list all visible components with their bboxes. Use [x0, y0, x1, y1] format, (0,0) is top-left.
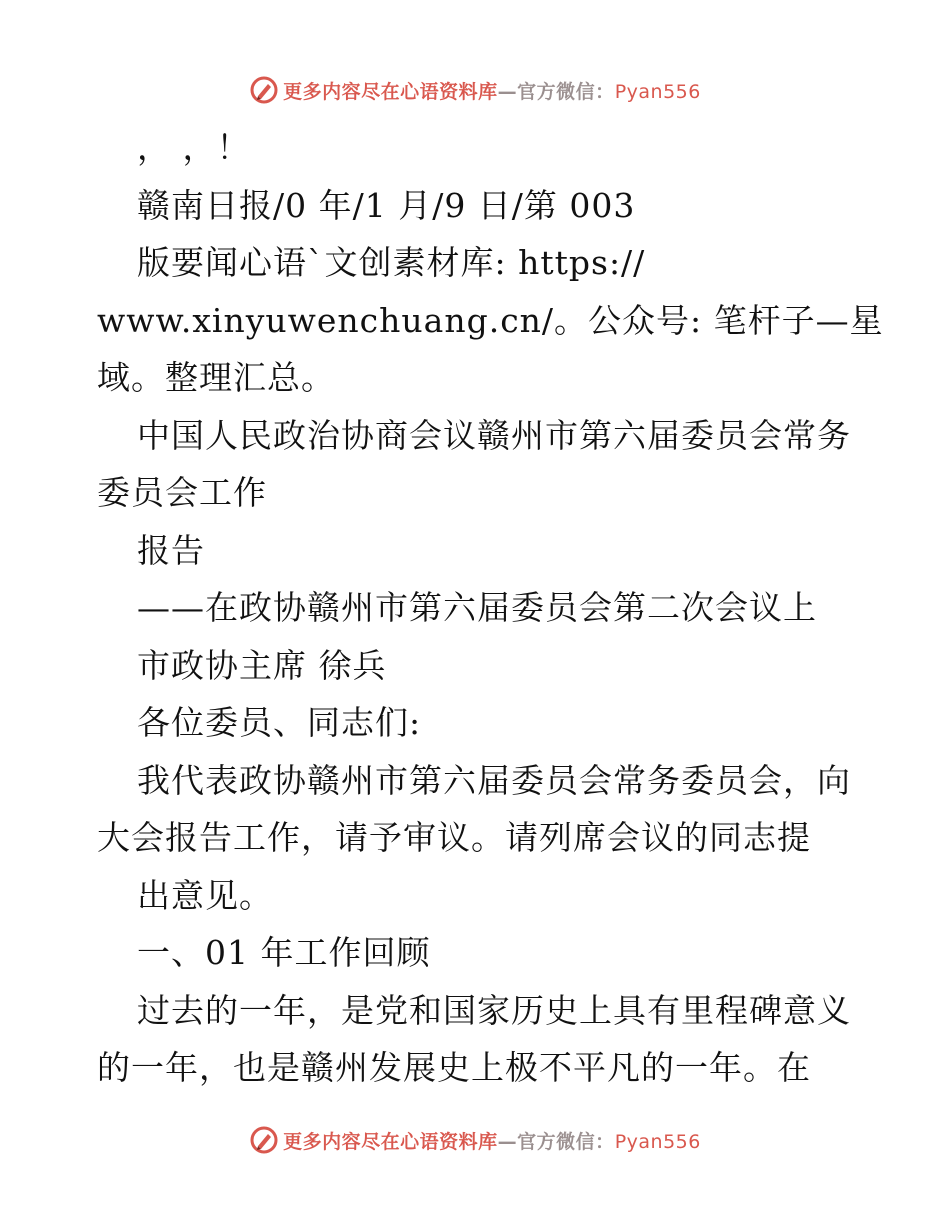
document-body	[97, 119, 884, 1097]
doc-line: 出意见。	[137, 875, 273, 915]
banner-wechat-id: Pyan556	[614, 80, 701, 103]
banner-text	[283, 77, 701, 104]
doc-title: 报告	[137, 530, 205, 570]
pen-circle-logo-icon	[249, 75, 279, 105]
doc-line: 域。整理汇总。	[97, 358, 335, 397]
banner-main-text: 更多内容尽在心语资料库	[283, 1130, 498, 1153]
doc-section-heading: 一、01 年工作回顾	[137, 933, 431, 972]
banner-official-text: —官方微信：	[497, 80, 615, 103]
doc-line: 版要闻心语`文创素材库: https://	[137, 243, 646, 282]
doc-line: 的一年，也是赣州发展史上极不平凡的一年。在	[97, 1048, 811, 1087]
pen-circle-logo-icon	[249, 1125, 279, 1155]
doc-line: 过去的一年，是党和国家历史上具有里程碑意义	[137, 990, 851, 1030]
doc-author: 市政协主席 徐兵	[137, 645, 387, 685]
doc-line: 中国人民政治协商会议赣州市第六届委员会常务	[137, 415, 851, 455]
banner-main-text: 更多内容尽在心语资料库	[283, 80, 498, 103]
doc-line: 大会报告工作，请予审议。请列席会议的同志提	[97, 818, 811, 857]
footer-banner	[0, 1120, 950, 1160]
doc-line: ， ，！	[137, 128, 251, 167]
banner-official-text: —官方微信：	[497, 1130, 615, 1153]
doc-salutation: 各位委员、同志们:	[137, 703, 422, 742]
doc-line: www.xinyuwenchuang.cn/。公众号: 笔杆子—星	[97, 300, 884, 340]
doc-line: 我代表政协赣州市第六届委员会常务委员会，向	[137, 760, 851, 800]
header-banner	[0, 70, 950, 110]
doc-line: 赣南日报/0 年/1 月/9 日/第 003	[137, 185, 636, 225]
doc-line: 委员会工作	[97, 473, 267, 512]
doc-subtitle: ——在政协赣州市第六届委员会第二次会议上	[137, 588, 817, 627]
banner-wechat-id: Pyan556	[614, 1130, 701, 1153]
banner-text	[283, 1127, 701, 1154]
